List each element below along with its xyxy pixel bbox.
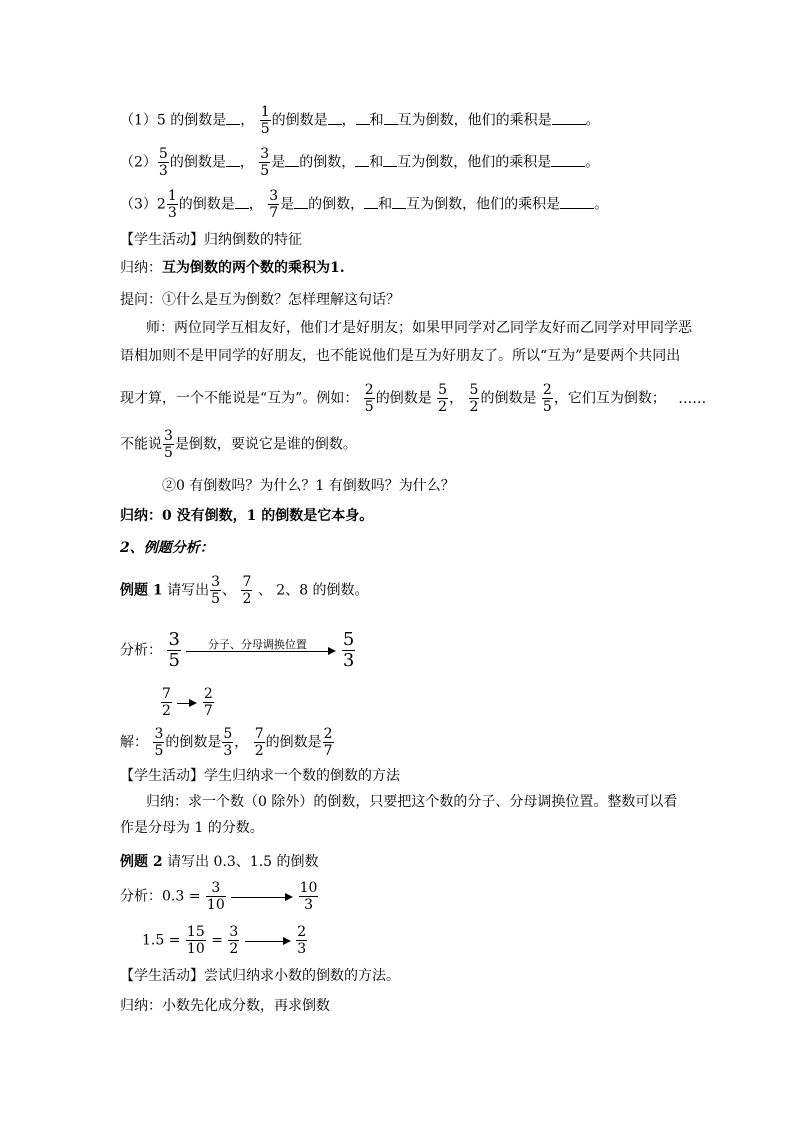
student-activity-heading: 【学生活动】归纳倒数的特征 bbox=[120, 232, 302, 248]
question-1: 提问：①什么是互为倒数？怎样理解这句话？ bbox=[120, 292, 400, 308]
fraction: $\frac{3}{2}$ bbox=[229, 924, 239, 957]
teacher-paragraph-line-3: 现才算，一个不能说是“互为”。例如： $\frac{2}{5}$ 的倒数是 $\frac{5}{2}$ ， $\frac{5}{2}$ 的倒数是 $\frac{2}{5}$ ，它们互为倒数； …… bbox=[120, 382, 707, 415]
section-heading: 2、例题分析： bbox=[120, 540, 214, 556]
fraction: $\frac{5}{3}$ bbox=[223, 726, 233, 759]
arrow-icon bbox=[245, 931, 291, 951]
example-2: 例题 2 请写出 0.3、1.5 的倒数 bbox=[120, 854, 319, 870]
summary-1: 归纳：互为倒数的两个数的乘积为1. bbox=[120, 260, 345, 276]
swap-arrow: 分子、分母调换位置 bbox=[186, 641, 336, 661]
fraction: $\frac{5}{3}$ bbox=[342, 629, 355, 671]
summary-2: 归纳：0 没有倒数，1 的倒数是它本身。 bbox=[120, 508, 374, 524]
arrow-icon bbox=[231, 887, 293, 907]
solution-1: 解： $\frac{3}{5}$ 的倒数是 $\frac{5}{3}$ ， $\frac{7}{2}$ 的倒数是 $\frac{2}{7}$ bbox=[120, 726, 333, 759]
analysis-2-line-1: 分析：0.3 = $\frac{3}{10}$ $\frac{10}{3}$ bbox=[120, 880, 318, 913]
fraction: $\frac{2}{7}$ bbox=[323, 726, 333, 759]
fraction: $\frac{2}{5}$ bbox=[542, 382, 552, 415]
analysis-1-b bbox=[160, 686, 215, 719]
summary-3-line-1: 归纳：求一个数（0 除外）的倒数，只要把这个数的分子、分母调换位置。整数可以看 bbox=[146, 794, 678, 810]
exercise-line-2: （2） $\frac{5}{3}$ 的倒数是 ， $\frac{3}{5}$ 是 的倒数， 和 互为倒数，他们的乘积是 。 bbox=[120, 146, 600, 179]
fraction: $\frac{3}{7}$ bbox=[269, 188, 279, 221]
fraction: $\frac{2}{5}$ bbox=[364, 382, 374, 415]
exercise-line-1: （1）5 的倒数是 ， $\frac{1}{5}$ 的倒数是 ， 和 互为倒数，他们的乘积是 。 bbox=[120, 104, 600, 137]
exercise-line-3: （3）2 $\frac{1}{3}$ 的倒数是 ， $\frac{3}{7}$ 是 的倒数， 和 互为倒数，他们的乘积是 。 bbox=[120, 188, 609, 221]
teacher-paragraph-line-1: 师：两位同学互相友好，他们才是好朋友；如果甲同学对乙同学友好而乙同学对甲同学恶 bbox=[146, 320, 692, 336]
fraction: $\frac{5}{3}$ bbox=[158, 146, 168, 179]
fraction: $\frac{2}{3}$ bbox=[297, 924, 307, 957]
fraction: $\frac{5}{2}$ bbox=[469, 382, 479, 415]
fraction: $\frac{7}{2}$ bbox=[162, 686, 171, 719]
student-activity-3: 【学生活动】尝试归纳求小数的倒数的方法。 bbox=[120, 968, 400, 984]
fraction: $\frac{3}{5}$ bbox=[211, 574, 220, 607]
fraction: $\frac{3}{5}$ bbox=[260, 146, 270, 179]
arrow-icon bbox=[177, 693, 197, 713]
summary-4: 归纳：小数先化成分数，再求倒数 bbox=[120, 998, 330, 1014]
fraction: $\frac{1}{3}$ bbox=[167, 188, 177, 221]
summary-3-line-2: 作是分母为 1 的分数。 bbox=[120, 820, 264, 836]
fraction: $\frac{3}{5}$ bbox=[164, 428, 173, 461]
fraction: $\frac{3}{5}$ bbox=[154, 726, 164, 759]
fraction: $\frac{1}{5}$ bbox=[260, 104, 270, 137]
fraction: $\frac{3}{10}$ bbox=[206, 880, 225, 913]
fraction: $\frac{7}{2}$ bbox=[242, 574, 252, 607]
fraction: $\frac{15}{10}$ bbox=[186, 924, 205, 957]
teacher-paragraph-line-2: 语相加则不是甲同学的好朋友，也不能说他们是互为好朋友了。所以“互为”是要两个共同出 bbox=[120, 348, 681, 364]
fraction: $\frac{3}{5}$ bbox=[168, 629, 180, 671]
teacher-paragraph-line-4: 不能说 $\frac{3}{5}$ 是倒数，要说它是谁的倒数。 bbox=[120, 428, 357, 461]
analysis-1: 分析： $\frac{3}{5}$ 分子、分母调换位置 $\frac{5}{3}$ bbox=[120, 629, 355, 671]
analysis-2-line-2: 1.5 = $\frac{15}{10}$ = $\frac{3}{2}$ $\frac{2}{3}$ bbox=[142, 924, 307, 957]
question-2: ②0 有倒数吗？为什么？1 有倒数吗？为什么？ bbox=[162, 478, 455, 494]
student-activity-2: 【学生活动】学生归纳求一个数的倒数的方法 bbox=[120, 768, 400, 784]
example-1: 例题 1 请写出 $\frac{3}{5}$ 、 $\frac{7}{2}$ 、 2、8 的倒数。 bbox=[120, 574, 369, 607]
fraction: $\frac{2}{7}$ bbox=[203, 686, 213, 719]
fraction: $\frac{10}{3}$ bbox=[299, 880, 318, 913]
fraction: $\frac{5}{2}$ bbox=[438, 382, 448, 415]
fraction: $\frac{7}{2}$ bbox=[254, 726, 264, 759]
